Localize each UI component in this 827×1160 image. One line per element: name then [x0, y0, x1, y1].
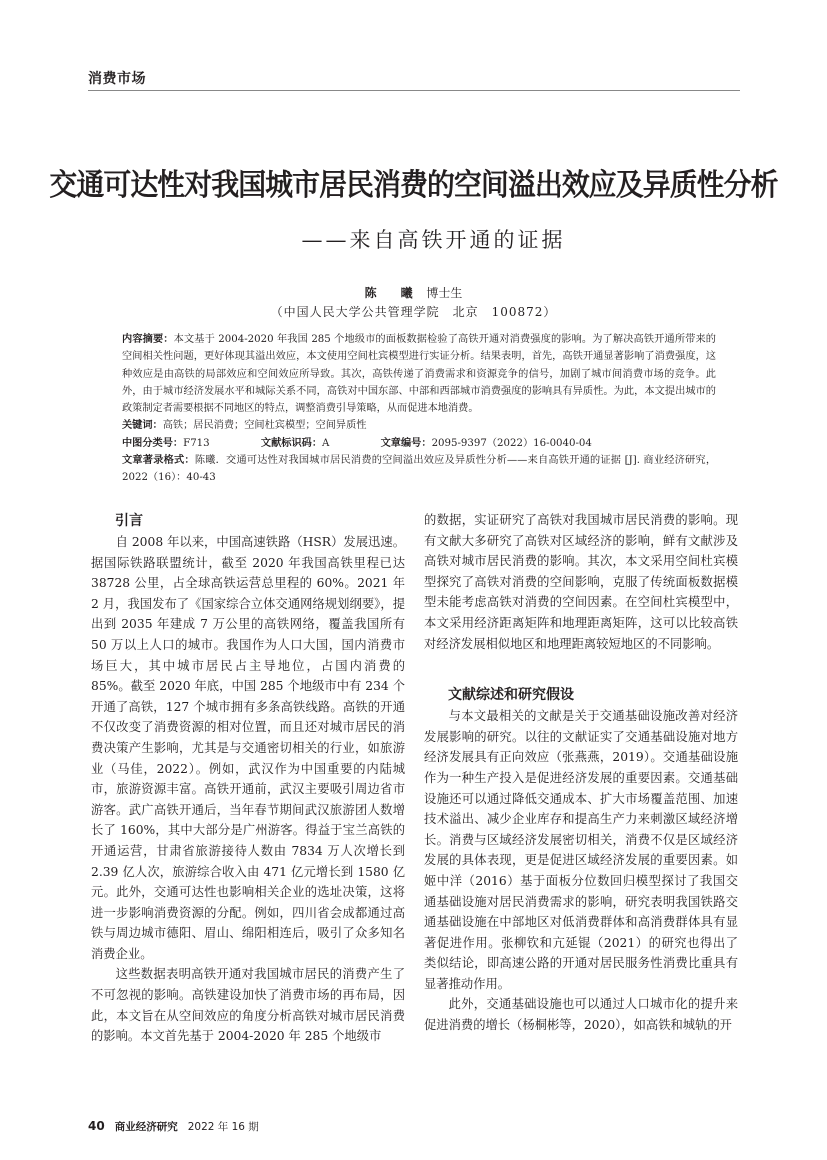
article-subtitle: ——来自高铁开通的证据: [301, 228, 566, 252]
section-tag: 消费市场: [88, 71, 146, 87]
citation: [122, 452, 716, 487]
keywords-text: 高铁；居民消费；空间杜宾模型；空间异质性: [162, 420, 367, 432]
intro-heading: 引言: [115, 513, 143, 529]
keywords-label: 关键词：: [122, 420, 163, 432]
article-no-label: 文章编号：: [380, 437, 432, 449]
article-title: 交通可达性对我国城市居民消费的空间溢出效应及异质性分析: [49, 168, 778, 203]
intro-paragraph-2-continued: 的数据，实证研究了高铁对我国城市居民消费的影响。现有文献大多研究了高铁对区域经济的影响，鲜有文献涉及高铁对城市居民消费的影响。其次，本文采用空间杜宾模型探究了高铁对消费的空间影响，克服了传统面板数据模型未能考虑高铁对消费的空间因素。在空间杜宾模型中，本文采用经济距离矩阵和地理距离矩阵，这可以比较高铁对经济发展相似地区和地理距离较短地区的不同影响。: [424, 513, 738, 651]
abstract-label: 内容摘要：: [122, 334, 174, 345]
page-number: 40: [88, 1119, 105, 1133]
author-degree: 博士生: [426, 286, 463, 300]
lit-paragraph-1: 与本文最相关的文献是关于交通基础设施改善对经济发展影响的研究。以往的文献证实了交通基础设施对地方经济发展具有正向效应（张燕燕，2019）。交通基础设施作为一种生产投入是促进经济发展的重要因素。交通基础设施还可以通过降低交通成本、扩大市场覆盖范围、加速技术溢出、减少企业库存和提高生产力来刺激区域经济增长。消费与区域经济发展密切相关，消费不仅是区域经济发展的具体表现，更是促进区域经济发展的重要因素。如姬中洋（2016）基于面板分位数回归模型探讨了我国交通基础设施对居民消费需求的影响，研究表明我国铁路交通基础设施在中部地区对低消费群体和高消费群体具有显著促进作用。张柳钦和亢延锟（2021）的研究也得出了类似结论，即高速公路的开通对居民服务性消费比重具有显著推动作用。: [424, 709, 738, 991]
journal-name: 商业经济研究: [114, 1121, 178, 1133]
intro-paragraph-1: 自 2008 年以来，中国高速铁路（HSR）发展迅速。据国际铁路联盟统计，截至 2020 年我国高铁里程已达 38728 公里，占全球高铁运营总里程的 60%。2021 年 2 月，我国发布了《国家综合立体交通网络规划纲要》，提出到 2035 年建成 7 万公里的高铁网络，覆盖我国所有 50 万以上人口的城市。我国作为人口大国，国内消费市场巨大，其中城市居民占主导地位，占国内消费的 85%。截至 2020 年底，中国 285 个地级市中有 234 个开通了高铁，127 个城市拥有多条高铁线路。高铁的开通不仅改变了消费资源的相对位置，而且还对城市居民的消费决策产生影响，尤其是与交通密切相关的行业，如旅游业（马佳，2022）。例如，武汉作为中国重要的内陆城市，旅游资源丰富。高铁开通前，武汉主要吸引周边省市游客。武广高铁开通后，当年春节期间武汉旅游团人数增长了 160%，其中大部分是广州游客。得益于宝兰高铁的开通运营，甘肃省旅游接待人数由 7834 万人次增长到 2.39 亿人次，旅游综合收入由 471 亿元增长到 1580 亿元。此外，交通可达性也影响相关企业的选址决策，这将进一步影响消费资源的分配。例如，四川省会成都通过高铁与周边城市德阳、眉山、绵阳相连后，吸引了众多知名消费企业。: [91, 535, 405, 961]
doc-code-label: 文献标识码：: [260, 437, 323, 449]
author-line: [0, 284, 827, 301]
intro-paragraph-2: 这些数据表明高铁开通对我国城市居民的消费产生了不可忽视的影响。高铁建设加快了消费市场的再布局，因此，本文旨在从空间效应的角度分析高铁对城市居民消费的影响。本文首先基于 2004-2020 年 285 个地级市: [91, 967, 405, 1044]
abstract-block: [122, 331, 716, 487]
clc-value: F713: [183, 437, 210, 449]
citation-label: 文章著录格式：: [122, 455, 195, 467]
clc-label: 中图分类号：: [122, 437, 184, 449]
lit-paragraph-2: 此外，交通基础设施也可以通过人口城市化的提升来促进消费的增长（杨桐彬等，2020），如高铁和城轨的开: [424, 997, 738, 1033]
citation-text: 陈曦．交通可达性对我国城市居民消费的空间溢出效应及异质性分析——来自高铁开通的证据 [J]. 商业经济研究，2022（16）：40-43: [122, 455, 717, 484]
right-column: [424, 510, 738, 1036]
issue: 2022 年 16 期: [187, 1121, 259, 1133]
left-column: [91, 510, 405, 1047]
lit-review-heading: 文献综述和研究假设: [448, 687, 574, 704]
author-name: 陈 曦: [364, 286, 419, 300]
abstract-text: 本文基于 2004-2020 年我国 285 个地级市的面板数据检验了高铁开通对消费强度的影响。为了解决高铁开通所带来的空间相关性问题，更好体现其溢出效应，本文使用空间杜宾模型进行实证分析。结果表明，首先，高铁开通显著影响了消费强度，这种效应是由高铁的局部效应和空间效应所导致。其次，高铁传递了消费需求和资源竞争的信号，加剧了城市间消费市场的竞争。此外，由于城市经济发展水平和城际关系不同，高铁对中国东部、中部和西部城市消费强度的影响具有异质性。为此，本文提出城市的政策制定者需要根据不同地区的特点，调整消费引导策略，从而促进本地消费。: [122, 334, 716, 415]
header-rule: [88, 90, 740, 91]
author-affiliation: （中国人民大学公共管理学院 北京 100872）: [270, 305, 557, 319]
classification-row: [122, 435, 716, 452]
article-no-value: 2095-9397（2022）16-0040-04: [431, 437, 592, 449]
doc-code-value: A: [322, 437, 330, 449]
page-footer: [88, 1119, 259, 1134]
abstract: [122, 331, 716, 417]
keywords: [122, 417, 716, 434]
